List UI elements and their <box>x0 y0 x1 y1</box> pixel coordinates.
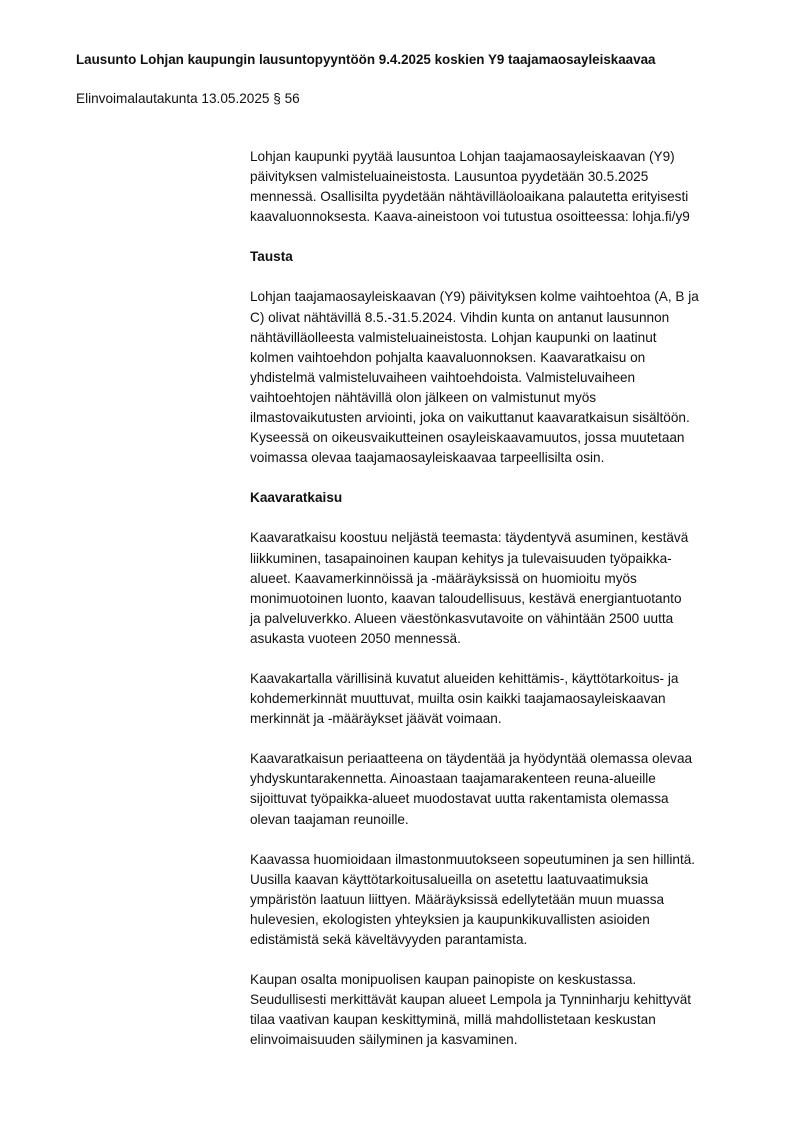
paragraph-line: Kaavassa huomioidaan ilmastonmuutokseen sopeutuminen ja sen hillintä. <box>250 851 696 867</box>
document-title: Lausunto Lohjan kaupungin lausuntopyyntöön 9.4.2025 koskien Y9 taajamaosayleiskaavaa <box>76 52 656 67</box>
paragraph <box>250 669 740 729</box>
paragraph-line: Lohjan taajamaosayleiskaavan (Y9) päivityksen kolme vaihtoehtoa (A, B ja <box>250 289 699 305</box>
paragraph-line: asukasta vuoteen 2050 mennessä. <box>250 630 461 646</box>
paragraph-line: kaavaluonnoksesta. Kaava-aineistoon voi tutustua osoitteessa: lohja.fi/y9 <box>250 209 690 225</box>
paragraph <box>250 147 740 227</box>
document-subtitle: Elinvoimalautakunta 13.05.2025 § 56 <box>76 91 300 106</box>
paragraph <box>250 528 740 649</box>
section-heading: Kaavaratkaisu <box>250 490 343 506</box>
paragraph-line: ilmastovaikutusten arviointi, joka on vaikuttanut kaavaratkaisun sisältöön. <box>250 410 690 426</box>
paragraph-line: elinvoimaisuuden säilyminen ja kasvaminen. <box>250 1032 518 1048</box>
paragraph-line: nähtävilläolleesta valmisteluaineistosta. Lohjan kaupunki on laatinut <box>250 329 657 345</box>
paragraph-line: Kaupan osalta monipuolisen kaupan painopiste on keskustassa. <box>250 972 637 988</box>
paragraph-line: vaihtoehtojen nähtävillä olon jälkeen on valmistunut myös <box>250 389 597 405</box>
paragraph-line: C) olivat nähtävillä 8.5.-31.5.2024. Vihdin kunta on antanut lausunnon <box>250 309 670 325</box>
paragraph-line: Kaavakartalla värillisinä kuvatut alueiden kehittämis-, käyttötarkoitus- ja <box>250 670 679 686</box>
paragraph-line: tilaa vaativan kaupan keskittyminä, millä mahdollistetaan keskustan <box>250 1012 656 1028</box>
paragraph-line: ympäristön laatuun liittyen. Määräyksissä edellytetään muun muassa <box>250 891 665 907</box>
paragraph-line: kohdemerkinnät muuttuvat, muilta osin kaikki taajamaosayleiskaavan <box>250 691 666 707</box>
paragraph-line: Seudullisesti merkittävät kaupan alueet Lempola ja Tynninharju kehittyvät <box>250 992 692 1008</box>
paragraph-line: ja palveluverkko. Alueen väestönkasvutavoite on vähintään 2500 uutta <box>250 610 674 626</box>
paragraph <box>250 970 740 1050</box>
paragraph-line: yhdistelmä valmisteluvaiheen vaihtoehdoista. Valmisteluvaiheen <box>250 369 636 385</box>
paragraph-line: monimuotoinen luonto, kaavan taloudellisuus, kestävä energiantuotanto <box>250 590 682 606</box>
section-heading: Tausta <box>250 249 293 265</box>
paragraph-line: olevan taajaman reunoille. <box>250 811 409 827</box>
paragraph-line: Kaavaratkaisun periaatteena on täydentää ja hyödyntää olemassa olevaa <box>250 751 693 767</box>
paragraph-line: liikkuminen, tasapainoinen kaupan kehitys ja tulevaisuuden työpaikka- <box>250 550 672 566</box>
paragraph-line: kolmen vaihtoehdon pohjalta kaavaluonnoksen. Kaavaratkaisu on <box>250 349 646 365</box>
paragraph <box>250 287 740 468</box>
paragraph-line: merkinnät ja -määräykset jäävät voimaan. <box>250 711 502 727</box>
paragraph-line: päivityksen valmisteluaineistosta. Lausuntoa pyydetään 30.5.2025 <box>250 169 649 185</box>
paragraph-line: Uusilla kaavan käyttötarkoitusalueilla on asetettu laatuvaatimuksia <box>250 871 649 887</box>
paragraph-line: Kaavaratkaisu koostuu neljästä teemasta: täydentyvä asuminen, kestävä <box>250 530 689 546</box>
paragraph <box>250 850 740 950</box>
paragraph-line: edistämistä sekä käveltävyyden parantamista. <box>250 932 528 947</box>
paragraph-line: Kyseessä on oikeusvaikutteinen osayleiskaavamuutos, jossa muutetaan <box>250 430 685 446</box>
paragraph-line: sijoittuvat työpaikka-alueet muodostavat uutta rakentamista olemassa <box>250 791 669 807</box>
paragraph-line: hulevesien, ekologisten yhteyksien ja kaupunkikuvallisten asioiden <box>250 911 650 927</box>
paragraph-line: mennessä. Osallisilta pyydetään nähtävilläoloaikana palautetta erityisesti <box>250 189 689 205</box>
document-body <box>250 147 740 1070</box>
paragraph <box>250 749 740 829</box>
paragraph-line: alueet. Kaavamerkinnöissä ja -määräyksissä on huomioitu myös <box>250 570 637 586</box>
paragraph-line: voimassa olevaa taajamaosayleiskaavaa tarpeellisilta osin. <box>250 450 605 466</box>
paragraph-line: yhdyskuntarakennetta. Ainoastaan taajamarakenteen reuna-alueille <box>250 771 656 787</box>
paragraph-line: Lohjan kaupunki pyytää lausuntoa Lohjan taajamaosayleiskaavan (Y9) <box>250 149 675 164</box>
